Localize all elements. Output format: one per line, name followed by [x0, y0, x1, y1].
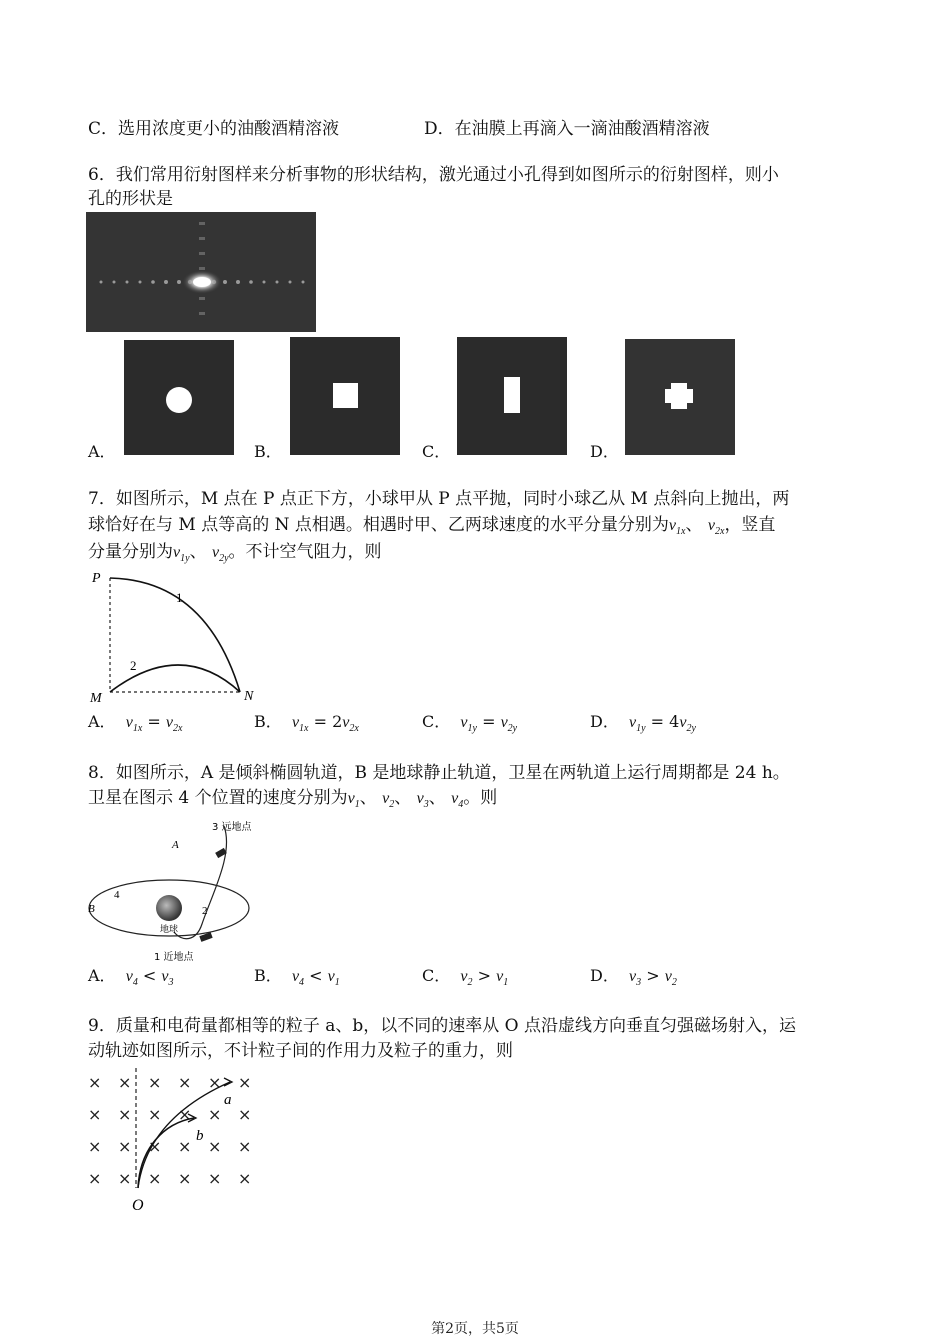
q8-option-c: C． $v_2 > v_1$	[422, 966, 509, 989]
svg-text:×: ×	[178, 1137, 192, 1156]
far-point-label: 3 远地点	[212, 822, 252, 833]
q7-stem-line1: 7．如图所示，M 点在 P 点正下方，小球甲从 P 点平抛，同时小球乙从 M 点斜向上抛出，两	[88, 489, 790, 509]
origin-o-label: O	[132, 1197, 144, 1214]
svg-text:×: ×	[148, 1073, 162, 1092]
svg-text:×: ×	[118, 1105, 132, 1124]
orbit-b-label: B	[88, 903, 95, 915]
page-footer: 第2页，共5页	[431, 1321, 519, 1337]
near-point-label: 1 近地点	[154, 952, 194, 963]
diffraction-pattern-image	[86, 212, 316, 332]
svg-text:×: ×	[88, 1105, 102, 1124]
q9-stem-line1: 9．质量和电荷量都相等的粒子 a、b，以不同的速率从 O 点沿虚线方向垂直匀强磁场射入，运	[88, 1016, 796, 1036]
aperture-square-image	[290, 337, 400, 455]
svg-text:×: ×	[208, 1105, 222, 1124]
q7-option-a: A． $v_{1x} = v_{2x}$	[88, 712, 183, 735]
svg-text:×: ×	[238, 1105, 252, 1124]
q8-option-a: A． $v_4 < v_3$	[88, 966, 174, 989]
svg-text:×: ×	[88, 1073, 102, 1092]
q8-stem-line1: 8．如图所示，A 是倾斜椭圆轨道，B 是地球静止轨道，卫星在两轨道上运行周期都是 24 h。	[88, 763, 790, 783]
q7-option-c: C． $v_{1y} = v_{2y}$	[422, 712, 518, 735]
q7-stem-line2: 球恰好在与 M 点等高的 N 点相遇。相遇时甲、乙两球速度的水平分量分别为$v_{1x}$、 $v_{2x}$，竖直	[88, 515, 776, 538]
q8-option-b: B． $v_4 < v_1$	[254, 966, 340, 989]
svg-text:×: ×	[148, 1105, 162, 1124]
svg-text:×: ×	[148, 1169, 162, 1188]
q6-stem-line1: 6．我们常用衍射图样来分析事物的形状结构，激光通过小孔得到如图所示的衍射图样，则小	[88, 165, 779, 185]
svg-text:×: ×	[238, 1137, 252, 1156]
svg-text:×: ×	[178, 1169, 192, 1188]
q9-stem-line2: 动轨迹如图所示，不计粒子间的作用力及粒子的重力，则	[88, 1041, 513, 1061]
position-4-label: 4	[114, 889, 120, 901]
point-p-label: P	[92, 571, 101, 586]
svg-text:×: ×	[208, 1169, 222, 1188]
q5-option-c: C．选用浓度更小的油酸酒精溶液	[88, 119, 340, 139]
svg-text:×: ×	[178, 1105, 192, 1124]
point-m-label: M	[90, 691, 102, 706]
svg-text:×: ×	[88, 1169, 102, 1188]
q5-option-d: D．在油膜上再滴入一滴油酸酒精溶液	[424, 119, 710, 139]
svg-text:×: ×	[238, 1073, 252, 1092]
q7-option-b: B． $v_{1x} = 2v_{2x}$	[254, 712, 359, 735]
q7-stem-line3: 分量分别为$v_{1y}$、 $v_{2y}$。不计空气阻力，则	[88, 542, 382, 565]
svg-text:×: ×	[118, 1169, 132, 1188]
q8-stem-line2: 卫星在图示 4 个位置的速度分别为$v_1$、 $v_2$、 $v_3$、 $v_4$。则	[88, 788, 498, 811]
svg-text:×: ×	[208, 1137, 222, 1156]
q6-option-a-label: A．	[88, 442, 116, 461]
particle-b-label: b	[196, 1128, 204, 1144]
q8-orbit-diagram	[84, 814, 264, 964]
q9-magnetic-field-diagram	[84, 1068, 264, 1218]
svg-text:×: ×	[208, 1073, 222, 1092]
aperture-rectangle-image	[457, 337, 567, 455]
curve-1-label: 1	[176, 590, 183, 605]
point-n-label: N	[244, 689, 254, 704]
aperture-circle-image	[124, 340, 234, 455]
position-2-label: 2	[202, 905, 208, 917]
q6-stem-line2: 孔的形状是	[88, 189, 173, 209]
svg-text:×: ×	[178, 1073, 192, 1092]
svg-text:×: ×	[238, 1169, 252, 1188]
earth-label: 地球	[160, 925, 179, 935]
svg-text:×: ×	[88, 1137, 102, 1156]
q7-option-d: D． $v_{1y} = 4v_{2y}$	[590, 712, 696, 735]
particle-a-label: a	[224, 1092, 232, 1108]
q6-option-b-label: B．	[254, 442, 282, 461]
svg-text:×: ×	[118, 1137, 132, 1156]
q6-option-d-label: D．	[590, 442, 619, 461]
svg-text:×: ×	[118, 1073, 132, 1092]
orbit-a-label: A	[172, 839, 179, 851]
aperture-cross-image	[625, 339, 735, 455]
curve-2-label: 2	[130, 658, 137, 673]
q6-option-c-label: C．	[422, 442, 451, 461]
q8-option-d: D． $v_3 > v_2$	[590, 966, 677, 989]
q7-trajectory-diagram	[86, 568, 266, 708]
svg-text:×: ×	[148, 1137, 162, 1156]
